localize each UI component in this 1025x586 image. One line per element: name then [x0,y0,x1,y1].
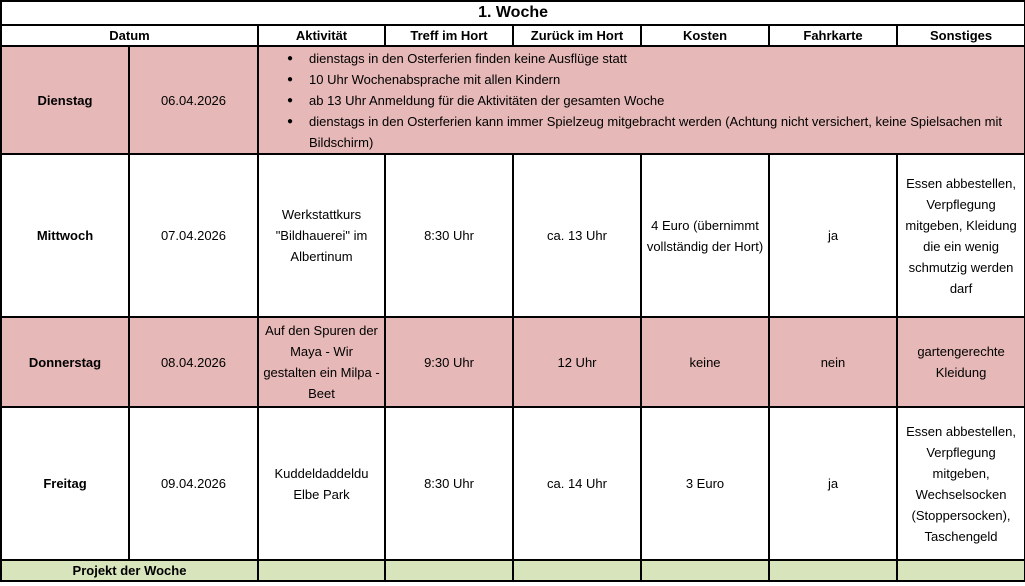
day-cell: Donnerstag [1,317,129,407]
header-sonstiges: Sonstiges [897,25,1025,46]
week-title: 1. Woche [1,1,1025,25]
header-aktivitaet: Aktivität [258,25,385,46]
cost-cell: 4 Euro (übernimmt vollständig der Hort) [641,154,769,317]
activity-cell: Kuddeldaddeldu Elbe Park [258,407,385,560]
cost-cell: keine [641,317,769,407]
other-cell: Essen abbestellen, Verpflegung mitgeben, Kleidung die ein wenig schmutzig werden darf [897,154,1025,317]
other-cell: Essen abbestellen, Verpflegung mitgeben, Wechselsocken (Stoppersocken), Taschengeld [897,407,1025,560]
empty-cell [385,560,513,581]
empty-cell [258,560,385,581]
meet-cell: 8:30 Uhr [385,407,513,560]
table-row-thursday [1,317,1025,407]
activity-cell: Auf den Spuren der Maya - Wir gestalten ein Milpa - Beet [258,317,385,407]
date-cell: 08.04.2026 [129,317,258,407]
title-row [1,1,1025,25]
day-cell: Mittwoch [1,154,129,317]
empty-cell [641,560,769,581]
other-cell: gartengerechte Kleidung [897,317,1025,407]
header-row [1,25,1025,46]
date-cell: 07.04.2026 [129,154,258,317]
back-cell: 12 Uhr [513,317,641,407]
tuesday-notes [258,46,1025,154]
header-treff: Treff im Hort [385,25,513,46]
meet-cell: 8:30 Uhr [385,154,513,317]
day-cell: Dienstag [1,46,129,154]
date-cell: 06.04.2026 [129,46,258,154]
empty-cell [897,560,1025,581]
note-item: ● dienstags in den Osterferien finden keine Ausflüge statt [309,48,1018,69]
header-zurueck: Zurück im Hort [513,25,641,46]
note-item: ● ab 13 Uhr Anmeldung für die Aktivitäten der gesamten Woche [309,90,1018,111]
ticket-cell: nein [769,317,897,407]
header-kosten: Kosten [641,25,769,46]
note-item: ● dienstags in den Osterferien kann immer Spielzeug mitgebracht werden (Achtung nicht versichert, keine Spielsachen mit Bildschirm) [309,111,1018,153]
cost-cell: 3 Euro [641,407,769,560]
project-label: Projekt der Woche [1,560,258,581]
date-cell: 09.04.2026 [129,407,258,560]
back-cell: ca. 14 Uhr [513,407,641,560]
day-cell: Freitag [1,407,129,560]
table-row-tuesday [1,46,1025,154]
ticket-cell: ja [769,407,897,560]
header-fahrkarte: Fahrkarte [769,25,897,46]
empty-cell [513,560,641,581]
back-cell: ca. 13 Uhr [513,154,641,317]
project-row [1,560,1025,581]
note-item: ● 10 Uhr Wochenabsprache mit allen Kindern [309,69,1018,90]
ticket-cell: ja [769,154,897,317]
meet-cell: 9:30 Uhr [385,317,513,407]
activity-cell: Werkstattkurs "Bildhauerei" im Albertinum [258,154,385,317]
empty-cell [769,560,897,581]
table-row-friday [1,407,1025,560]
header-datum: Datum [1,25,258,46]
table-row-wednesday [1,154,1025,317]
